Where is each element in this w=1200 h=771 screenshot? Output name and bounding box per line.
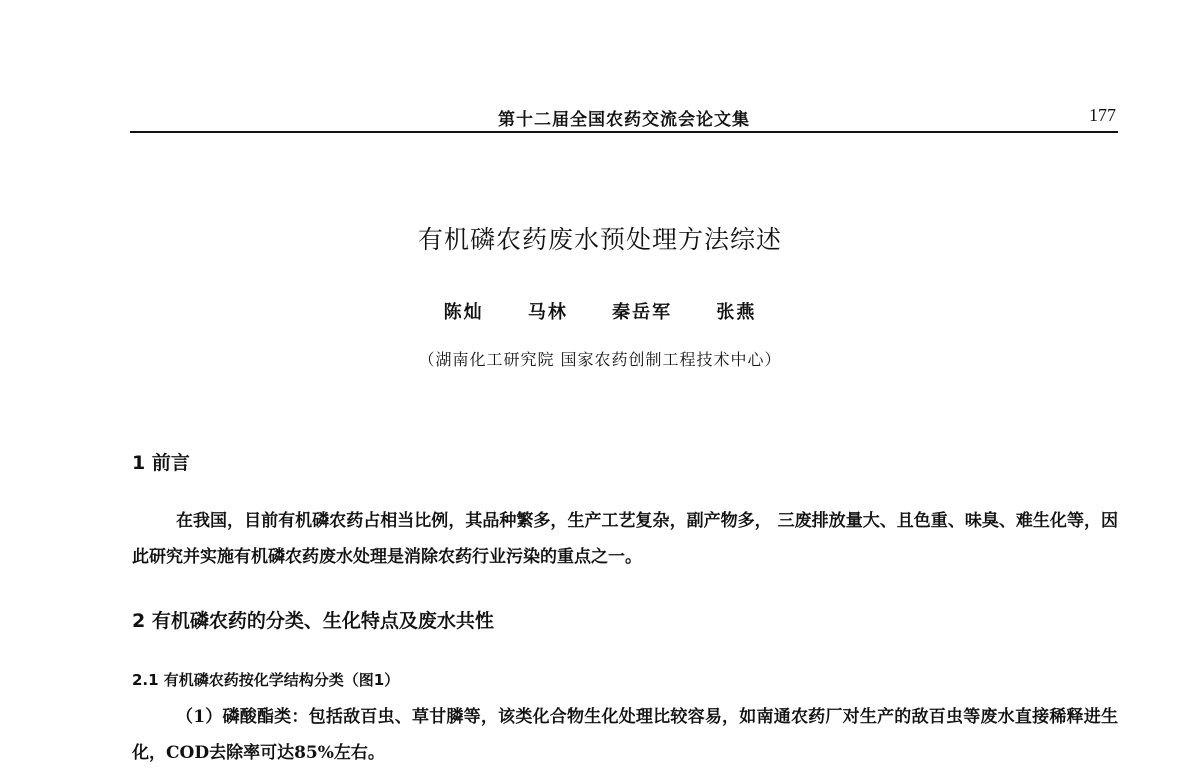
author-name: 马林	[527, 302, 568, 323]
paper-title: 有机磷农药废水预处理方法综述	[417, 225, 782, 254]
subsection-heading-chemical-structure: 2.1 有机磷农药按化学结构分类（图1）	[132, 671, 400, 689]
running-title: 第十二届全国农药交流会论文集	[498, 110, 750, 130]
author-name: 张燕	[716, 302, 757, 323]
author-name: 陈灿	[443, 302, 484, 323]
phosphate-ester-paragraph: （1）磷酸酯类：包括敌百虫、草甘膦等，该类化合物生化处理比较容易，如南通农药厂对生产的敌百虫等废水直接稀释进生化，COD去除率可达85%左右。	[132, 707, 1118, 763]
author-name: 秦岳军	[612, 302, 673, 323]
introduction-paragraph: 在我国，目前有机磷农药占相当比例，其品种繁多，生产工艺复杂，副产物多， 三废排放量大、且色重、味臭、难生化等，因此研究并实施有机磷农药废水处理是消除农药行业污染的重点之一。	[132, 511, 1118, 567]
section-heading-introduction: 1 前言	[132, 452, 190, 474]
author-list	[0, 298, 1200, 324]
running-header	[130, 103, 1118, 133]
section-heading-classification: 2 有机磷农药的分类、生化特点及废水共性	[132, 610, 494, 632]
affiliation: （湖南化工研究院 国家农药创制工程技术中心）	[418, 350, 782, 369]
page-number: 177	[1089, 105, 1116, 125]
